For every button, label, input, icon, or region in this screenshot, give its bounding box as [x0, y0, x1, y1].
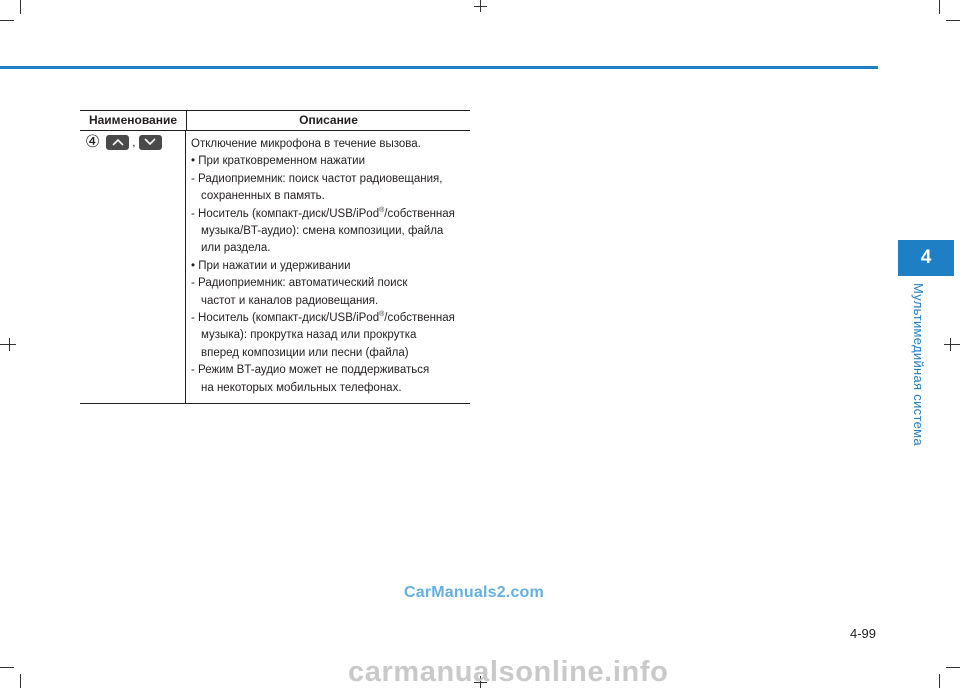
description-line: вперед композиции или песни (файла) — [201, 346, 409, 359]
description-line: - Режим BT-аудио может не поддерживаться — [191, 364, 430, 377]
description-line — [191, 310, 470, 327]
item-number: ④ — [85, 132, 101, 151]
line-text-after: /собственная — [384, 312, 455, 325]
description-line — [191, 206, 470, 223]
registered-mark: ® — [379, 311, 385, 319]
header-name: Наименование — [80, 111, 187, 130]
crop-mark — [20, 674, 21, 688]
registered-mark: ® — [379, 206, 385, 214]
crop-mark — [946, 20, 960, 21]
header-description: Описание — [299, 113, 358, 127]
header-rule — [0, 66, 878, 69]
description-line: • При нажатии и удерживании — [191, 259, 351, 272]
description-line: Отключение микрофона в течение вызова. — [191, 138, 421, 150]
description-table — [80, 110, 470, 404]
line-text-after: /собственная — [384, 207, 455, 220]
description-cell — [186, 131, 470, 403]
chapter-title: Мультимедийная система — [911, 283, 926, 446]
name-cell — [80, 131, 186, 403]
description-line: на некоторых мобильных телефонах. — [201, 381, 402, 394]
table-header — [80, 110, 470, 131]
crop-mark — [20, 0, 21, 14]
crop-mark — [939, 674, 940, 688]
line-text: - Носитель (компакт-диск/USB/iPod — [191, 312, 380, 325]
table-row — [80, 131, 470, 404]
description-line: сохраненных в память. — [201, 190, 325, 203]
chapter-tab: 4 — [898, 240, 954, 276]
watermark-top: CarManuals2.com — [404, 584, 544, 601]
description-line: музыка/BT-аудио): смена композиции, файла — [201, 225, 444, 238]
description-line: или раздела. — [201, 242, 271, 255]
description-line: • При кратковременном нажатии — [191, 155, 365, 168]
crop-mark — [944, 344, 960, 345]
description-line: - Радиоприемник: поиск частот радиовещания, — [191, 172, 443, 185]
crop-mark — [0, 667, 14, 668]
crop-mark — [474, 6, 487, 7]
chevron-down-icon — [139, 135, 162, 150]
crop-mark — [946, 667, 960, 668]
separator: , — [132, 135, 136, 149]
crop-mark — [9, 338, 10, 351]
description-line: музыка): прокрутка назад или прокрутка — [201, 329, 417, 342]
description-line: частот и каналов радиовещания. — [201, 294, 379, 307]
page-number: 4-99 — [850, 626, 877, 641]
crop-mark — [939, 0, 940, 14]
crop-mark — [950, 338, 951, 351]
crop-mark — [0, 20, 14, 21]
crop-mark — [0, 344, 16, 345]
chevron-up-icon — [106, 135, 129, 150]
watermark-bottom: carmanualsonline.info — [348, 656, 669, 688]
description-line: - Радиоприемник: автоматический поиск — [191, 277, 408, 290]
line-text: - Носитель (компакт-диск/USB/iPod — [191, 207, 380, 220]
